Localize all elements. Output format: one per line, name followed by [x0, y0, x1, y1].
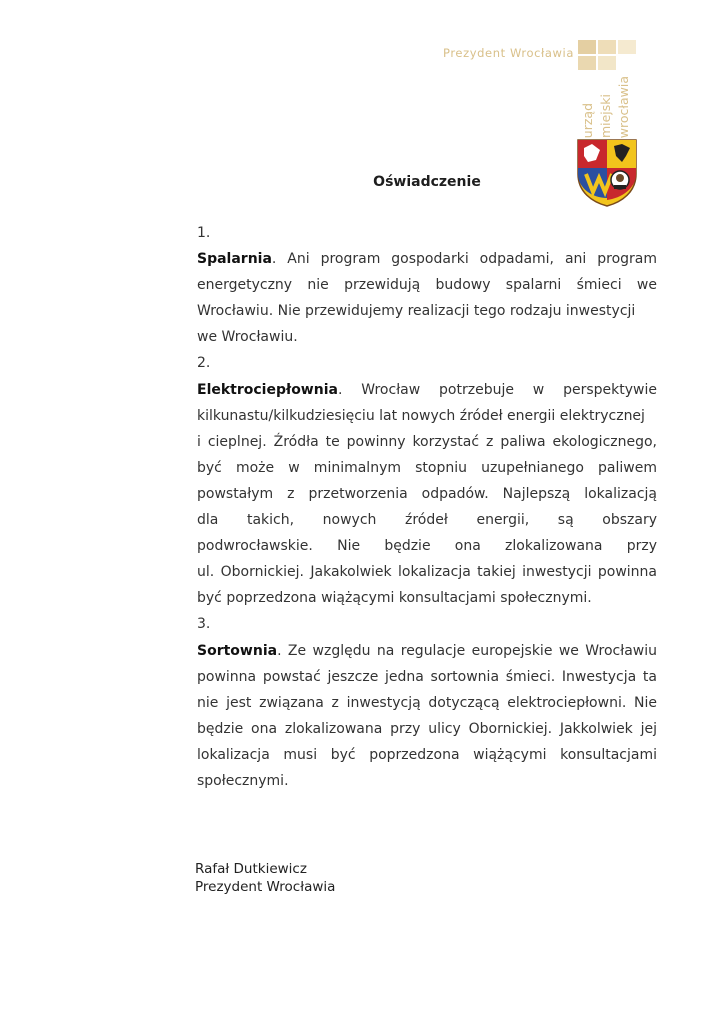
paragraph-line: kilkunastu/kilkudziesięciu lat nowych źródeł energii elektrycznej — [197, 407, 645, 424]
section-first-line: Sortownia. Ze względu na regulacje europejskie we Wrocławiu — [197, 642, 657, 659]
section-first-line: Spalarnia. Ani program gospodarki odpadami, ani program — [197, 251, 657, 268]
paragraph-line: powinna powstać jeszcze jedna sortownia śmieci. Inwestycja ta — [197, 668, 657, 685]
section-first-line: Elektrociepłownia. Wrocław potrzebuje w perspektywie — [197, 381, 657, 398]
section-number: 2. — [197, 355, 211, 372]
paragraph-line: Wrocławiu. Nie przewidujemy realizacji tego rodzaju inwestycji — [197, 303, 636, 320]
section-heading: Spalarnia — [197, 251, 272, 268]
section-number: 3. — [197, 616, 211, 633]
office-name-vertical — [582, 60, 638, 138]
statement-body — [197, 220, 657, 794]
paragraph-line: i cieplnej. Źródła te powinny korzystać z paliwa ekologicznego, — [197, 433, 657, 450]
paragraph-line: społecznymi. — [197, 772, 289, 789]
paragraph-line: będzie ona zlokalizowana przy ulicy Obornickiej. Jakkolwiek jej — [197, 720, 657, 737]
paragraph-line: energetyczny nie przewidują budowy spalarni śmieci we — [197, 277, 657, 294]
paragraph-line: być może w minimalnym stopniu uzupełnianego paliwem — [197, 459, 657, 476]
signature-block — [195, 861, 335, 896]
coat-of-arms-icon — [576, 138, 638, 208]
signatory-position: Prezydent Wrocławia — [195, 878, 336, 895]
paragraph-line: nie jest związana z inwestycją dotyczącą elektrociepłowni. Nie — [197, 694, 657, 711]
paragraph-line: we Wrocławiu. — [197, 329, 298, 346]
paragraph-line: ul. Obornickiej. Jakakolwiek lokalizacja takiej inwestycji powinna — [197, 564, 657, 581]
office-line-3: wrocławia — [616, 75, 631, 138]
office-line-2: miejski — [598, 93, 613, 138]
section-heading: Elektrociepłownia — [197, 381, 338, 398]
signatory-name: Rafał Dutkiewicz — [195, 861, 307, 877]
paragraph-line: dla takich, nowych źródeł energii, są obszary — [197, 512, 657, 529]
letterhead-caption: Prezydent Wrocławia — [443, 46, 575, 60]
paragraph-line: powstałym z przetworzenia odpadów. Najlepszą lokalizacją — [197, 485, 657, 502]
section-heading: Sortownia — [197, 642, 278, 659]
document-title: Oświadczenie — [373, 174, 481, 190]
paragraph-line: podwrocławskie. Nie będzie ona zlokalizowana przy — [197, 538, 657, 555]
office-line-1: urząd — [580, 102, 595, 138]
paragraph-line: lokalizacja musi być poprzedzona wiążącymi konsultacjami — [197, 746, 657, 763]
paragraph-line: być poprzedzona wiążącymi konsultacjami społecznymi. — [197, 590, 592, 607]
section-number: 1. — [197, 225, 211, 241]
